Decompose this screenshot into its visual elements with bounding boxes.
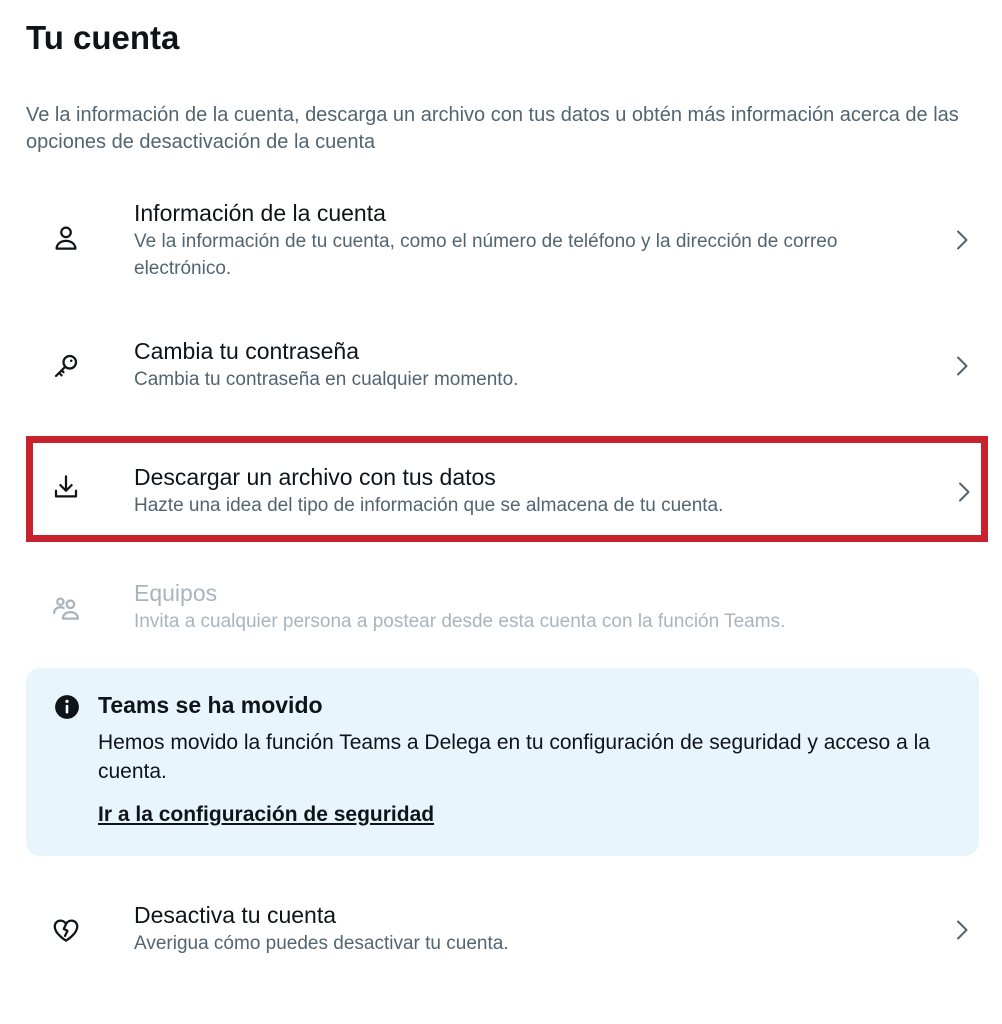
- change-password-title: Cambia tu contraseña: [134, 338, 360, 364]
- account-info-subtitle: Ve la información de tu cuenta, como el número de teléfono y la dirección de correo electrónico.: [134, 231, 838, 279]
- key-icon: [50, 350, 82, 382]
- account-info-title: Información de la cuenta: [134, 200, 386, 226]
- person-icon: [50, 222, 82, 254]
- teams-moved-notice: [26, 668, 979, 856]
- teams-title: Equipos: [134, 580, 218, 606]
- change-password-item[interactable]: [26, 334, 984, 404]
- page-title: Tu cuenta: [26, 19, 180, 56]
- broken-heart-icon: [50, 914, 82, 946]
- people-icon: [50, 592, 82, 624]
- chevron-right-icon: [950, 228, 974, 252]
- chevron-right-icon: [950, 918, 974, 942]
- download-archive-subtitle: Hazte una idea del tipo de información que se almacena de tu cuenta.: [134, 495, 724, 516]
- download-icon: [50, 471, 82, 503]
- download-archive-item[interactable]: [26, 436, 988, 542]
- download-archive-title: Descargar un archivo con tus datos: [134, 464, 496, 490]
- security-settings-link[interactable]: Ir a la configuración de seguridad: [98, 803, 435, 826]
- teams-subtitle: Invita a cualquier persona a postear desde esta cuenta con la función Teams.: [134, 611, 786, 632]
- notice-body: Hemos movido la función Teams a Delega en tu configuración de seguridad y acceso a la cuenta.: [98, 731, 930, 783]
- account-info-item[interactable]: [26, 196, 984, 296]
- change-password-subtitle: Cambia tu contraseña en cualquier momento.: [134, 369, 519, 390]
- deactivate-title: Desactiva tu cuenta: [134, 902, 337, 928]
- deactivate-account-item[interactable]: [26, 898, 984, 968]
- chevron-right-icon: [952, 480, 976, 504]
- page-description: Ve la información de la cuenta, descarga un archivo con tus datos u obtén más información acerca de las opciones de desactivación de la cuenta: [26, 104, 959, 153]
- notice-title: Teams se ha movido: [98, 692, 323, 718]
- teams-item: [26, 576, 984, 646]
- chevron-right-icon: [950, 354, 974, 378]
- deactivate-subtitle: Averigua cómo puedes desactivar tu cuenta.: [134, 933, 509, 954]
- info-icon: [54, 694, 80, 720]
